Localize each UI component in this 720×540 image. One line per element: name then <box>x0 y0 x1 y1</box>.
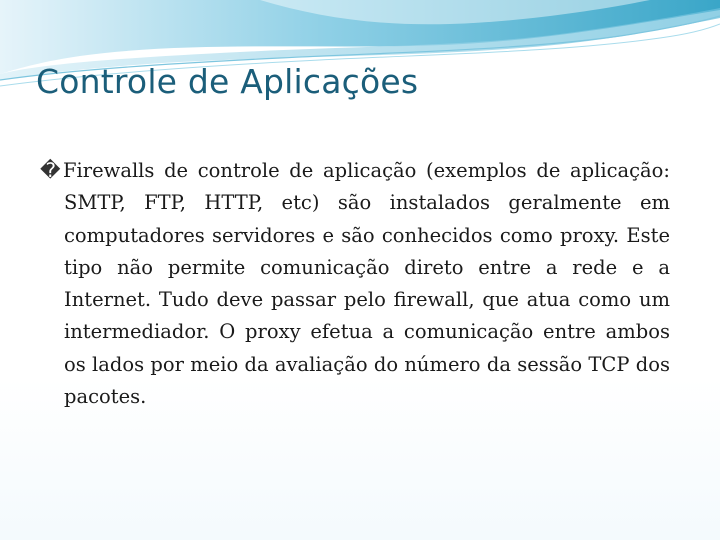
bullet-marker-icon: � <box>40 158 61 182</box>
bullet-text: Firewalls de controle de aplicação (exemplos de aplicação: SMTP, FTP, HTTP, etc) são instalados geralmente em computadores servidores e são conhecidos como proxy. Este tipo não permite comunicação direto entre a rede e a Internet. Tudo deve passar pelo firewall, que atua como um intermediador. O proxy efetua a comunicação entre ambos os lados por meio da avaliação do número da sessão TCP dos pacotes. <box>63 159 670 409</box>
bullet-item <box>40 155 670 413</box>
slide-content <box>40 155 670 413</box>
slide-title: Controle de Aplicações <box>36 62 419 101</box>
